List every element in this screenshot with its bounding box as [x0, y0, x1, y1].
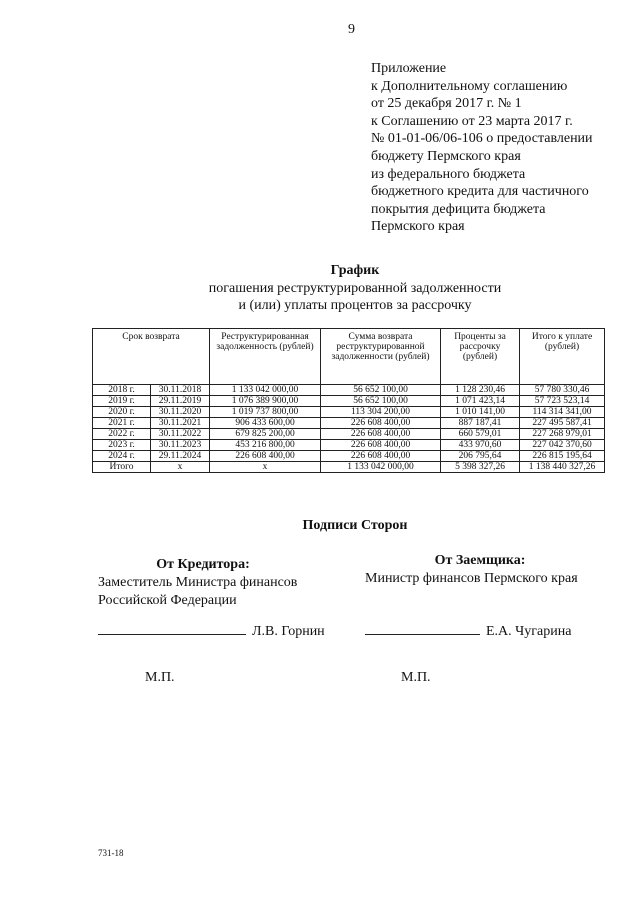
- cell-total: 114 314 341,00: [520, 407, 605, 418]
- schedule-subtitle-line2: и (или) уплаты процентов за рассрочку: [238, 298, 472, 313]
- cell-date: 30.11.2023: [151, 440, 210, 451]
- header-restructured: Реструктурированная задолженность (рублей): [210, 329, 321, 385]
- appendix-line: Пермского края: [371, 219, 465, 235]
- table-row: [93, 407, 605, 418]
- appendix-line: к Соглашению от 23 марта 2017 г.: [371, 113, 573, 129]
- schedule-title-block: [0, 262, 640, 314]
- header-total: Итого к уплате (рублей): [520, 329, 605, 385]
- cell-year: 2023 г.: [93, 440, 151, 451]
- signatures-title: Подписи Сторон: [302, 518, 408, 533]
- cell-interest: 5 398 327,26: [441, 462, 520, 473]
- cell-return-sum: 1 133 042 000,00: [321, 462, 441, 473]
- cell-total-label: Итого: [93, 462, 151, 473]
- cell-interest: 1 010 141,00: [441, 407, 520, 418]
- header-interest: Проценты за рассрочку (рублей): [441, 329, 520, 385]
- appendix-line: покрытия дефицита бюджета: [371, 201, 546, 217]
- creditor-stamp-place: М.П.: [145, 670, 175, 685]
- schedule-title: График: [330, 263, 380, 278]
- debtor-position-line1: Министр финансов Пермского края: [365, 571, 578, 586]
- cell-year: 2018 г.: [93, 385, 151, 396]
- cell-date: 30.11.2022: [151, 429, 210, 440]
- cell-total: 57 780 330,46: [520, 385, 605, 396]
- cell-total: 227 042 370,60: [520, 440, 605, 451]
- cell-interest: 887 187,41: [441, 418, 520, 429]
- table-row: [93, 385, 605, 396]
- cell-date: 29.11.2019: [151, 396, 210, 407]
- cell-total: 227 268 979,01: [520, 429, 605, 440]
- cell-interest: 206 795,64: [441, 451, 520, 462]
- appendix-line: от 25 декабря 2017 г. № 1: [371, 96, 522, 112]
- repayment-schedule-table: [92, 328, 605, 473]
- page-number: 9: [348, 22, 355, 37]
- creditor-block: [98, 556, 348, 610]
- cell-interest: 433 970,60: [441, 440, 520, 451]
- debtor-stamp-place: М.П.: [401, 670, 431, 685]
- cell-restructured: 679 825 200,00: [210, 429, 321, 440]
- table-row: [93, 429, 605, 440]
- appendix-line: к Дополнительному соглашению: [371, 78, 568, 94]
- appendix-line: Приложение: [371, 61, 447, 76]
- cell-date: 30.11.2020: [151, 407, 210, 418]
- cell-total: 226 815 195,64: [520, 451, 605, 462]
- cell-restructured: 1 019 737 800,00: [210, 407, 321, 418]
- debtor-heading: От Заемщика:: [434, 553, 526, 568]
- creditor-position-line1: Заместитель Министра финансов: [98, 575, 298, 590]
- cell-restructured: x: [210, 462, 321, 473]
- cell-return-sum: 226 608 400,00: [321, 429, 441, 440]
- cell-interest: 660 579,01: [441, 429, 520, 440]
- schedule-subtitle-line1: погашения реструктурированной задолженности: [208, 281, 502, 296]
- signature-underline: [365, 622, 480, 635]
- cell-return-sum: 113 304 200,00: [321, 407, 441, 418]
- cell-year: 2019 г.: [93, 396, 151, 407]
- cell-total: 1 138 440 327,26: [520, 462, 605, 473]
- table-row: [93, 440, 605, 451]
- cell-restructured: 226 608 400,00: [210, 451, 321, 462]
- cell-return-sum: 226 608 400,00: [321, 440, 441, 451]
- creditor-heading: От Кредитора:: [156, 557, 250, 572]
- debtor-name: Е.А. Чугарина: [486, 624, 572, 639]
- cell-return-sum: 56 652 100,00: [321, 396, 441, 407]
- footer-code: 731-18: [98, 848, 124, 858]
- signature-underline: [98, 622, 246, 635]
- table-header-row: [93, 329, 605, 385]
- cell-date: x: [151, 462, 210, 473]
- cell-restructured: 1 133 042 000,00: [210, 385, 321, 396]
- appendix-line: № 01-01-06/06-106 о предоставлении: [371, 131, 593, 147]
- table-row: [93, 418, 605, 429]
- cell-total: 227 495 587,41: [520, 418, 605, 429]
- cell-year: 2020 г.: [93, 407, 151, 418]
- cell-restructured: 453 216 800,00: [210, 440, 321, 451]
- table-row: [93, 396, 605, 407]
- cell-year: 2022 г.: [93, 429, 151, 440]
- cell-date: 29.11.2024: [151, 451, 210, 462]
- debtor-block: [365, 552, 625, 588]
- debtor-signature-line: [365, 622, 571, 640]
- table-total-row: [93, 462, 605, 473]
- appendix-line: бюджетного кредита для частичного: [371, 184, 589, 200]
- appendix-block: [371, 60, 631, 236]
- cell-interest: 1 071 423,14: [441, 396, 520, 407]
- table-row: [93, 451, 605, 462]
- creditor-signature-line: [98, 622, 325, 640]
- appendix-line: из федерального бюджета: [371, 166, 526, 182]
- header-term: Срок возврата: [93, 329, 210, 385]
- cell-total: 57 723 523,14: [520, 396, 605, 407]
- cell-date: 30.11.2021: [151, 418, 210, 429]
- cell-return-sum: 226 608 400,00: [321, 451, 441, 462]
- cell-interest: 1 128 230,46: [441, 385, 520, 396]
- cell-return-sum: 56 652 100,00: [321, 385, 441, 396]
- appendix-line: бюджету Пермского края: [371, 148, 521, 164]
- cell-year: 2024 г.: [93, 451, 151, 462]
- header-return-sum: Сумма возврата реструктурированной задолженности (рублей): [321, 329, 441, 385]
- creditor-position-line2: Российской Федерации: [98, 593, 237, 608]
- cell-restructured: 1 076 389 900,00: [210, 396, 321, 407]
- cell-year: 2021 г.: [93, 418, 151, 429]
- cell-date: 30.11.2018: [151, 385, 210, 396]
- cell-restructured: 906 433 600,00: [210, 418, 321, 429]
- cell-return-sum: 226 608 400,00: [321, 418, 441, 429]
- creditor-name: Л.В. Горнин: [252, 624, 325, 639]
